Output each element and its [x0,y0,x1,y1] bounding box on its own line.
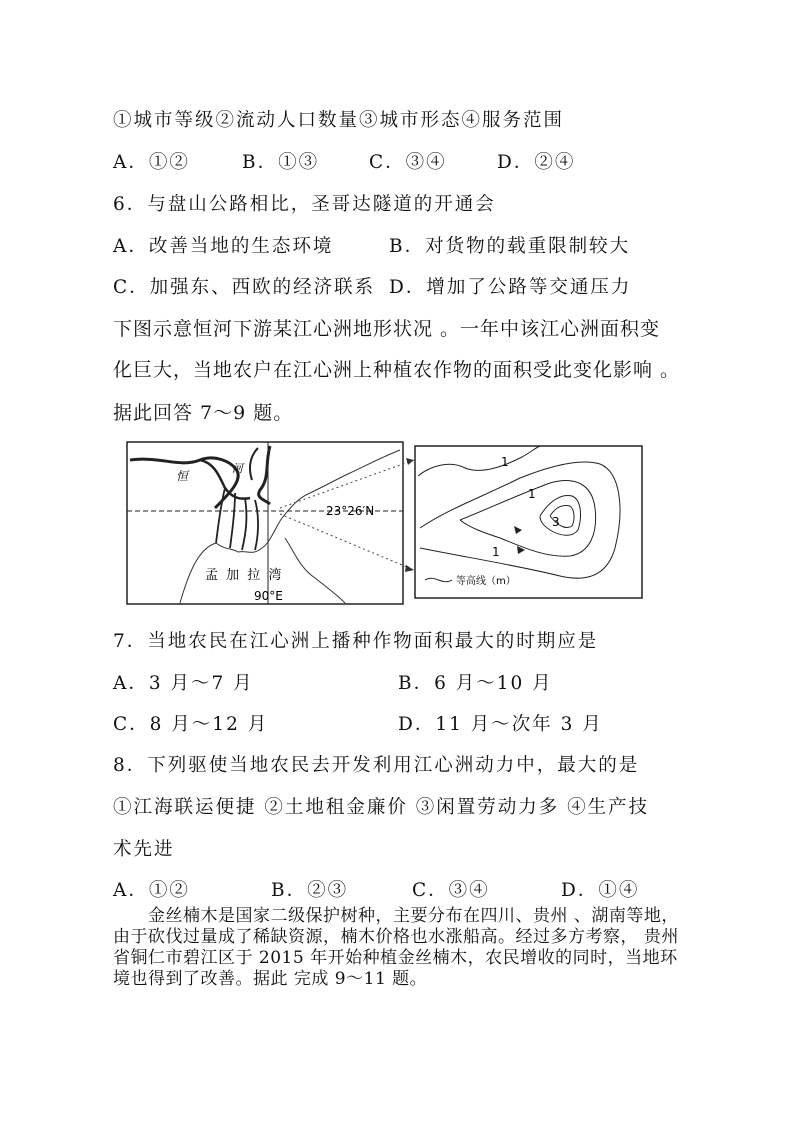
q8-stem: 8．下列驱使当地农民去开发利用江心洲动力中，最大的是 [113,755,640,776]
q5-option-d: D．②④ [497,152,576,173]
contour-label-3: 3 [552,515,560,529]
q7-option-c: C．8 月～12 月 [113,714,269,735]
q6-option-b: B．对货物的载重限制较大 [389,236,631,257]
intro-line-1: 下图示意恒河下游某江心洲地形状况 。一年中该江心洲面积变 [113,318,661,340]
contour-label-1b: 1 [528,487,536,501]
passage-9-11: 金丝楠木是国家二级保护树种，主要分布在四川、贵州 、湖南等地，由于砍伐过量成了稀缺资源，楠木价格也水涨船高。经过多方考察， 贵州省铜仁市碧江区于 2015 年开始种植金丝楠木，农民增收的同时，当地环境也得到了改善。据此 完成 9～11 题。 [113,906,679,989]
contour-top [418,446,540,476]
intro-line-2: 化巨大，当地农户在江心洲上种植农作物的面积受此变化影响 。 [113,359,681,381]
river-island-map [120,438,670,608]
pointer-arrow-top [406,458,414,465]
q5-option-c: C．③④ [369,152,447,173]
q7-stem: 7．当地农民在江心洲上播种作物面积最大的时期应是 [113,631,599,652]
intro-line-3: 据此回答 7～9 题。 [113,402,294,424]
q8-items-line-2: 术先进 [113,839,175,860]
flow-arrow-1 [514,526,522,534]
q5-items-line: ①城市等级②流动人口数量③城市形态④服务范围 [113,110,565,131]
q8-option-c: C．③④ [412,880,490,901]
bay-label: 孟 加 拉 湾 [205,568,284,583]
q8-items-line-1: ①江海联运便捷 ②土地租金廉价 ③闲置劳动力多 ④生产技 [113,797,650,818]
q5-option-a: A．①② [113,152,190,173]
q6-stem: 6．与盘山公路相比，圣哥达隧道的开通会 [113,194,496,215]
contour-label-1c: 1 [492,545,500,559]
contour-1-outer [420,462,620,578]
pointer-arrow-bottom [405,565,414,572]
q8-option-d: D．①④ [561,880,640,901]
river-label-2: 河 [232,462,243,475]
q6-option-a: A．改善当地的生态环境 [113,236,334,257]
river-label-1: 恒 [176,469,189,483]
legend-label: 等高线（m） [456,576,516,587]
longitude-label: 90°E [254,589,283,603]
legend-contour-symbol [425,578,452,581]
bay-coast [285,538,345,603]
q7-option-b: B．6 月～10 月 [398,673,553,694]
q7-option-d: D．11 月～次年 3 月 [398,714,603,735]
q7-option-a: A．3 月～7 月 [113,673,254,694]
q6-option-c: C．加强东、西欧的经济联系 [113,277,376,298]
pointer-line-bottom [280,514,414,570]
q8-option-a: A．①② [113,880,190,901]
q8-option-b: B．②③ [271,880,349,901]
pointer-line-top [280,460,414,508]
latitude-label: 23°26′N [326,504,375,518]
q5-option-b: B．①③ [242,152,320,173]
river-east [250,448,258,480]
q6-option-d: D．增加了公路等交通压力 [389,277,632,298]
contour-label-1a: 1 [501,455,509,469]
